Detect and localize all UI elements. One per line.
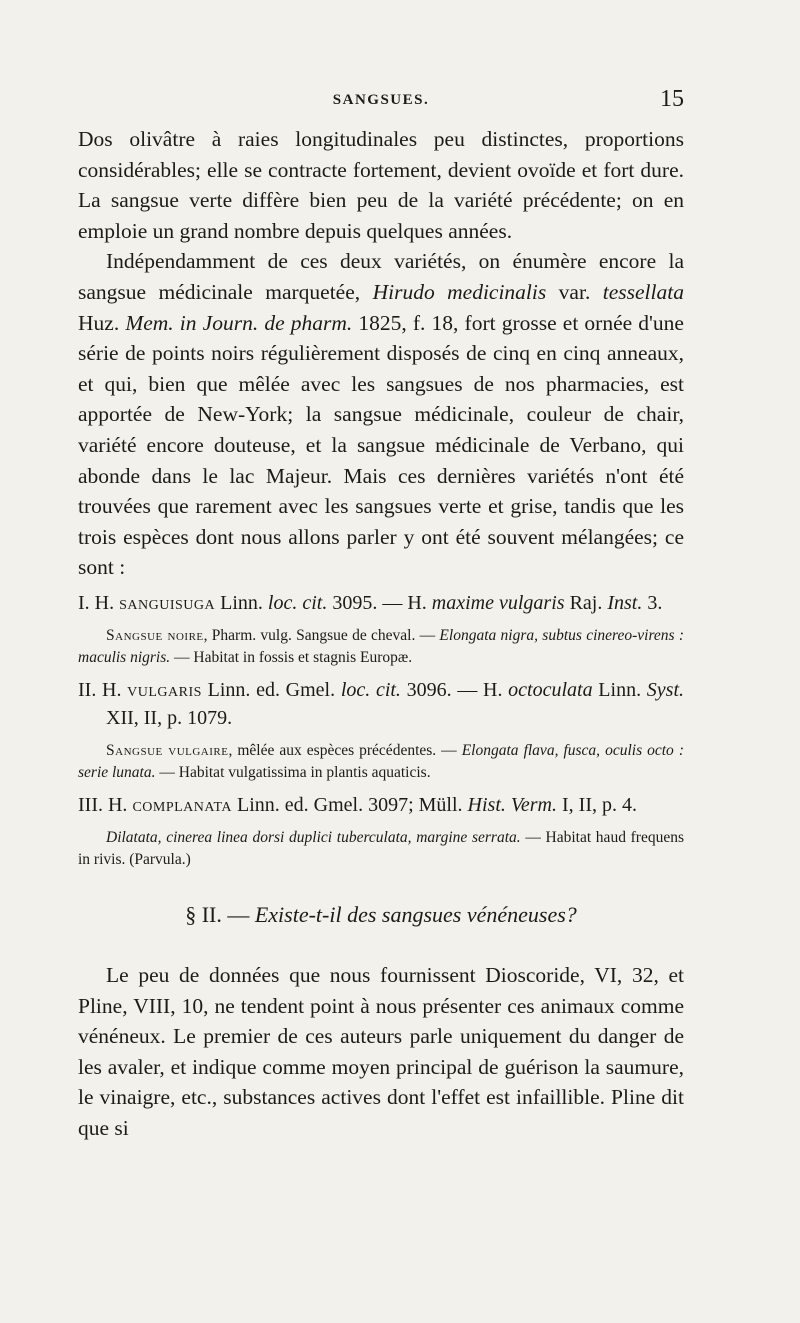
habitat-text: — Habitat haud frequens in rivis. (Parvula.): [78, 828, 684, 869]
species-note-2: [78, 740, 684, 785]
species-number: I. H.: [78, 591, 120, 614]
species-entry-1: [78, 589, 684, 617]
species-entry-2: [78, 676, 684, 732]
common-name: Sangsue noire: [106, 626, 204, 644]
latin-description: Elongata nigra, subtus cinereo-virens : maculis nigris.: [78, 626, 685, 667]
section-number: § II. —: [185, 901, 255, 927]
species-name: sanguisuga: [119, 591, 216, 614]
paragraph-2-text-d: 1825, f. 18, fort grosse et ornée d'une série de points noirs régulièrement disposés de cinq en cinq anneaux, et qui, bien que mêlée avec les sangsues de nos pharmacies, est apportée de New-York; la sangsue médicinale, couleur de chair, variété encore douteuse, et la sangsue médicinale de Verbano, qui abonde dans le lac Majeur. Mais ces dernières variétés n'ont été trouvées que rarement avec les sangsues verte et grise, tandis que les trois espèces dont nous allons parler y ont été souvent mélangées; ce sont :: [78, 310, 684, 580]
paragraph-2-text-b: var.: [546, 279, 603, 304]
species-loc: loc. cit.: [267, 591, 328, 614]
body-text: [78, 124, 684, 1143]
common-name: Sangsue vulgaire: [106, 741, 229, 759]
species-ref: Linn. ed. Gmel.: [201, 678, 341, 701]
paragraph-3: Le peu de données que nous fournissent Dioscoride, VI, 32, et Pline, VIII, 10, ne tendent point à nous présenter ces animaux comme vénéneux. Le premier de ces auteurs parle uniquement du danger de les avaler, et indique comme moyen principal de guérison la saumure, le vinaigre, etc., substances actives dont l'effet est infaillible. Pline dit que si: [78, 962, 684, 1140]
species-synonym: maxime vulgaris: [431, 591, 565, 614]
species-loc: loc. cit.: [340, 678, 401, 701]
species-ref: Linn. ed. Gmel. 3097; Müll.: [232, 793, 468, 816]
paragraph-1: Dos olivâtre à raies longitudinales peu distinctes, proportions considérables; elle se contracte fortement, devient ovoïde et fort dure. La sangsue verte diffère bien peu de la variété précédente; on en emploie un grand nombre depuis quelques années.: [78, 127, 684, 243]
paragraph-2: [78, 246, 684, 583]
species-entry-3: [78, 791, 684, 819]
section-title: Existe-t-il des sangsues vénéneuses?: [254, 901, 577, 927]
species-ref-rest: I, II, p. 4.: [557, 793, 637, 816]
species-ref-rest: Linn.: [592, 678, 647, 701]
species-loc: Hist. Verm.: [467, 793, 557, 816]
citation-title: Mem. in Journ. de pharm.: [125, 310, 353, 335]
page-number: 15: [660, 86, 684, 112]
habitat-text: — Habitat vulgatissima in plantis aquaticis.: [155, 764, 431, 782]
note-text: , mêlée aux espèces précédentes. —: [228, 741, 462, 759]
species-note-1: [78, 625, 684, 670]
note-text: , Pharm. vulg. Sangsue de cheval. —: [203, 626, 440, 644]
section-heading: [78, 902, 684, 928]
species-source: Syst.: [646, 678, 684, 701]
variety-name: tessellata: [602, 279, 684, 304]
habitat-text: — Habitat in fossis et stagnis Europæ.: [170, 649, 413, 667]
species-number: II. H.: [78, 678, 128, 701]
species-note-3: [78, 827, 684, 872]
species-ref-rest: Raj.: [564, 591, 608, 614]
species-name: complanata: [132, 793, 232, 816]
species-number: III. H.: [78, 793, 133, 816]
paragraph-2-text-a: Indépendamment de ces deux variétés, on énumère encore la sangsue médicinale marquetée,: [78, 249, 684, 304]
latin-description: Dilatata, cinerea linea dorsi duplici tuberculata, margine serrata.: [106, 828, 521, 846]
running-head: [78, 86, 684, 114]
species-ref: Linn.: [215, 591, 268, 614]
latin-description: Elongata flava, fusca, oculis octo : serie lunata.: [78, 741, 684, 782]
species-synonym: octoculata: [508, 678, 593, 701]
latin-name: Hirudo medicinalis: [372, 279, 547, 304]
species-ref-rest: 3096. — H.: [400, 678, 509, 701]
running-title: SANGSUES.: [332, 92, 430, 108]
species-ref-rest: 3.: [642, 591, 663, 614]
species-name: vulgaris: [127, 678, 202, 701]
paragraph-2-text-c: Huz.: [78, 310, 126, 335]
species-source: Inst.: [607, 591, 643, 614]
species-ref-rest: XII, II, p. 1079.: [106, 706, 233, 729]
species-ref-rest: 3095. — H.: [327, 591, 432, 614]
